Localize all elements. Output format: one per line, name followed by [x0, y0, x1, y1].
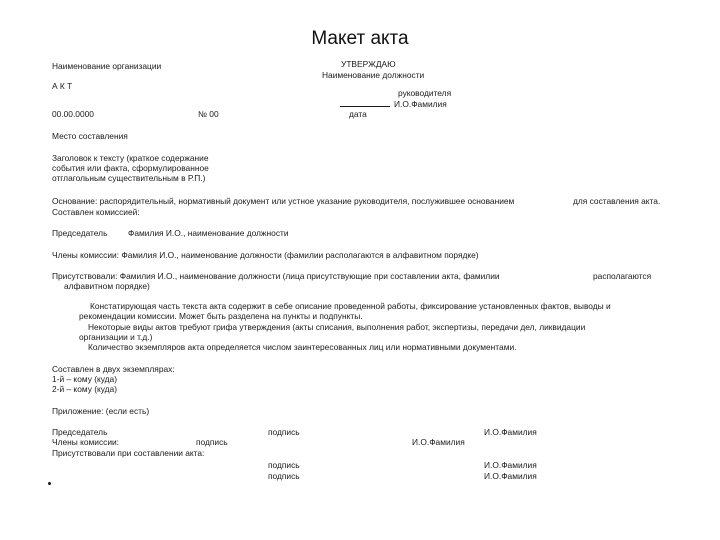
chairman-label: Председатель: [52, 228, 108, 238]
act-number: № 00: [198, 109, 219, 119]
sig-chairman-sign: подпись: [268, 427, 300, 437]
approve-label: УТВЕРЖДАЮ: [341, 59, 396, 69]
date-label: дата: [349, 109, 367, 119]
body-line-3: Некоторые виды актов требуют грифа утверждения (акты списания, выполнения работ, экспертизы, передачи дел, ликвидации: [88, 322, 586, 332]
sig-chairman-label: Председатель: [52, 427, 108, 437]
signature-underline: [340, 98, 390, 107]
present-line-2: алфавитном порядке): [64, 281, 150, 291]
copies-first: 1-й – кому (куда): [52, 374, 118, 384]
basis-line-end: для составления акта.: [573, 196, 661, 206]
sig-present-sign-1: подпись: [268, 460, 300, 470]
members-line: Члены комиссии: Фамилия И.О., наименование должности (фамилии располагаются в алфавитном порядке): [52, 250, 479, 260]
sig-members-label: Члены комиссии:: [52, 437, 120, 447]
sig-present-label: Присутствовали при составлении акта:: [52, 448, 205, 458]
org-name: Наименование организации: [52, 61, 162, 71]
sig-chairman-name: И.О.Фамилия: [484, 427, 537, 437]
body-line-4: организации и т.д.): [79, 332, 153, 342]
position-label: Наименование должности: [322, 70, 425, 80]
heading-hint-1: Заголовок к тексту (краткое содержание: [52, 153, 209, 163]
appendix-label: Приложение: (если есть): [52, 406, 150, 416]
sig-members-name: И.О.Фамилия: [412, 437, 465, 447]
chairman-value: Фамилия И.О., наименование должности: [128, 228, 289, 238]
heading-hint-3: отглагольным существительным в Р.П.): [52, 173, 206, 183]
signature-line: [340, 98, 447, 110]
basis-line: Основание: распорядительный, нормативный документ или устное указание руководителя, послужившее основанием: [52, 196, 515, 206]
signature-name: И.О.Фамилия: [394, 99, 447, 109]
commission-label: Составлен комиссией:: [52, 207, 140, 217]
copies-title: Составлен в двух экземплярах:: [52, 364, 175, 374]
sig-members-sign: подпись: [196, 437, 228, 447]
act-label: А К Т: [52, 81, 73, 91]
sig-present-name-2: И.О.Фамилия: [484, 471, 537, 481]
sig-present-name-1: И.О.Фамилия: [484, 460, 537, 470]
copies-second: 2-й – кому (куда): [52, 384, 118, 394]
bullet-mark: [48, 482, 51, 485]
document-title: Макет акта: [311, 28, 409, 49]
heading-hint-2: события или факта, сформулированное: [52, 163, 209, 173]
place-label: Место составления: [52, 131, 128, 141]
body-line-2: рекомендации комиссии. Может быть разделена на пункты и подпункты.: [79, 311, 363, 321]
act-date: 00.00.0000: [52, 109, 94, 119]
body-line-1: Констатирующая часть текста акта содержит в себе описание проведенной работы, фиксирование установленных фактов, выводы и: [90, 301, 611, 311]
head-label: руководителя: [398, 88, 452, 98]
sig-present-sign-2: подпись: [268, 471, 300, 481]
present-line-end: располагаются: [593, 271, 652, 281]
present-line: Присутствовали: Фамилия И.О., наименование должности (лица присутствующие при составлении акта, фамилии: [52, 271, 500, 281]
body-line-5: Количество экземпляров акта определяется числом заинтересованных лиц или нормативными документами.: [88, 342, 517, 352]
